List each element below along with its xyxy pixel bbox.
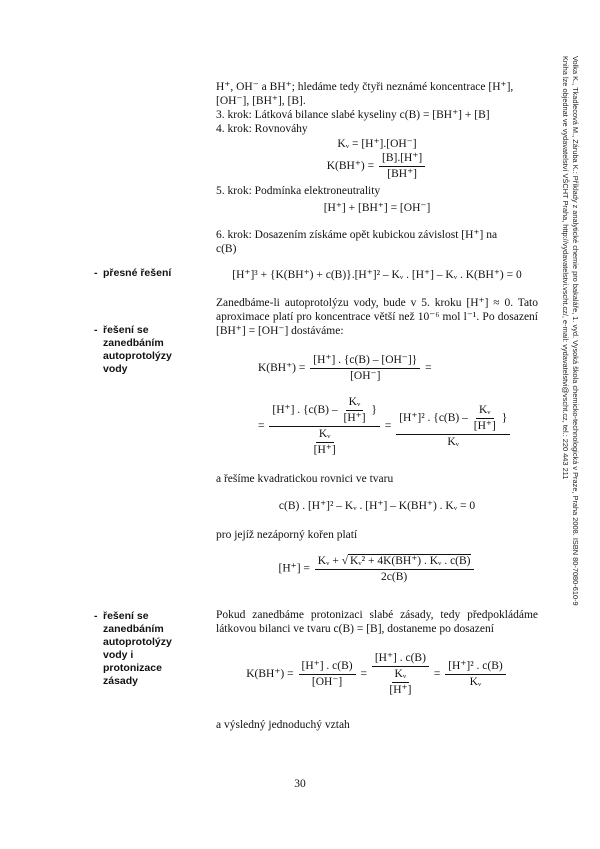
- equation-c: K(BH⁺) = $\frac{[H^+] . c(B)}{[OH^-]}$ = $\frac{[H^+] . c(B)}{\frac{\text{Kᵥ}}{[H^+]}}$ = $\frac{\text{[H⁺]² . c(B)}}{\text{Kᵥ}}$: [216, 652, 538, 697]
- equation-a: K(BH⁺) = $\frac{[H^+] . \{c(B) - [OH^-]\}}{[OH^-]}$ =: [258, 354, 432, 382]
- step-6: [216, 228, 538, 256]
- step-3: 3. krok: Látková bilance slabé kyseliny c(B) = [BH⁺] + [B]: [216, 109, 490, 121]
- equation-kbh: K(BH⁺) = $\frac{[B].[H^+]}{[BH^+]}$: [216, 152, 538, 181]
- page-number: 30: [294, 778, 306, 790]
- step-6-line-2: c(B): [216, 243, 237, 255]
- fraction: $\frac{\text{Kᵥ + √ Kᵥ² + 4K(BH⁺) . Kᵥ . c(B)}}{2c(B)}$: [315, 554, 474, 584]
- side-label-neglect-both: - řešení se zanedbáním autoprotolýzy vody i protonizace zásady: [94, 610, 172, 687]
- margin-citation: [556, 56, 586, 676]
- equation-root: [H⁺] = $\frac{\text{Kᵥ + √ Kᵥ² + 4K(BH⁺) . Kᵥ . c(B)}}{2c(B)}$: [216, 554, 538, 584]
- margin-citation-line-2: Kniha lze objednat ve vydavatelství VŠCHT Praha, http://vydavatelstvi.vscht.cz/, e-mail: vydavatelstvi@vscht.cz, tel.: 220 443 211: [561, 56, 570, 480]
- fraction: [H⁺] . {c(B) – $\frac{\text{Kᵥ}}{[H^+]}$ } $\frac{\text{Kᵥ}}{[H^+]}$: [269, 396, 380, 457]
- margin-citation-line-1: Volka K., Tkadlecová M., Záruba K.: Příklady z analytické chemie pro bakaláře, 1. vyd. Vysoká škola chemicko-technologická v Praze, Praha 2008. ISBN 80-7080-610-9: [571, 56, 580, 606]
- equation-b: = [H⁺] . {c(B) – $\frac{\text{Kᵥ}}{[H^+]}$ } $\frac{\text{Kᵥ}}{[H^+]}$ = [H⁺]² . {c(B) – $\frac{\text{Kᵥ}}{[H^+]}$ } Kᵥ: [258, 396, 512, 457]
- equation-cubic: [H⁺]³ + {K(BH⁺) + c(B)}.[H⁺]² – Kᵥ . [H⁺] – Kᵥ . K(BH⁺) = 0: [232, 269, 522, 281]
- paragraph-neglect-protonation: Pokud zanedbáme protonizaci slabé zásady, tedy předpokládáme látkovou bilanci ve tvaru c(B) = [B], dostaneme po dosazení: [216, 609, 538, 635]
- fraction: $\frac{[H^+] . c(B)}{[OH^-]}$: [299, 660, 356, 689]
- text-result: a výsledný jednoduchý vztah: [216, 719, 350, 731]
- intro-text: [216, 80, 538, 136]
- side-label-exact: - přesné řešení: [94, 267, 172, 279]
- intro-line-1: H⁺, OH⁻ a BH⁺; hledáme tedy čtyři neznámé koncentrace [H⁺],: [216, 81, 514, 93]
- equation-electroneutrality: [H⁺] + [BH⁺] = [OH⁻]: [323, 202, 431, 214]
- paragraph-neglect-water: Zanedbáme-li autoprotolýzu vody, bude v 5. kroku [H⁺] ≈ 0. Tato aproximace platí pro koncentrace větší než 10⁻⁶ mol l⁻¹. Po dosazení [BH⁺] = [OH⁻] dostáváme:: [216, 297, 538, 337]
- fraction: $\frac{[H^+] . c(B)}{\frac{\text{Kᵥ}}{[H^+]}}$: [372, 652, 429, 697]
- text-root: pro jejíž nezáporný kořen platí: [216, 529, 358, 541]
- text-quadratic: a řešíme kvadratickou rovnici ve tvaru: [216, 473, 394, 485]
- step-6-line-1: 6. krok: Dosazením získáme opět kubickou závislost [H⁺] na: [216, 229, 498, 241]
- side-label-neglect-water: - řešení se zanedbáním autoprotolýzy vody: [94, 324, 172, 375]
- fraction: $\frac{[B].[H^+]}{[BH^+]}$: [379, 152, 425, 181]
- fraction: [H⁺]² . {c(B) – $\frac{\text{Kᵥ}}{[H^+]}$ } Kᵥ: [396, 404, 510, 449]
- fraction: $\frac{[H^+] . \{c(B) - [OH^-]\}}{[OH^-]}$: [310, 354, 420, 383]
- step-5: 5. krok: Podmínka elektroneutrality: [216, 185, 381, 197]
- intro-line-2: [OH⁻], [BH⁺], [B].: [216, 95, 306, 107]
- equation-quadratic: c(B) . [H⁺]² – Kᵥ . [H⁺] – K(BH⁺) . Kᵥ = 0: [278, 500, 476, 512]
- sqrt-icon: √: [341, 555, 348, 567]
- fraction: $\frac{\text{[H⁺]² . c(B)}}{\text{Kᵥ}}$: [445, 660, 506, 689]
- step-4: 4. krok: Rovnováhy: [216, 123, 308, 135]
- equation-kv: Kᵥ = [H⁺].[OH⁻]: [337, 138, 417, 150]
